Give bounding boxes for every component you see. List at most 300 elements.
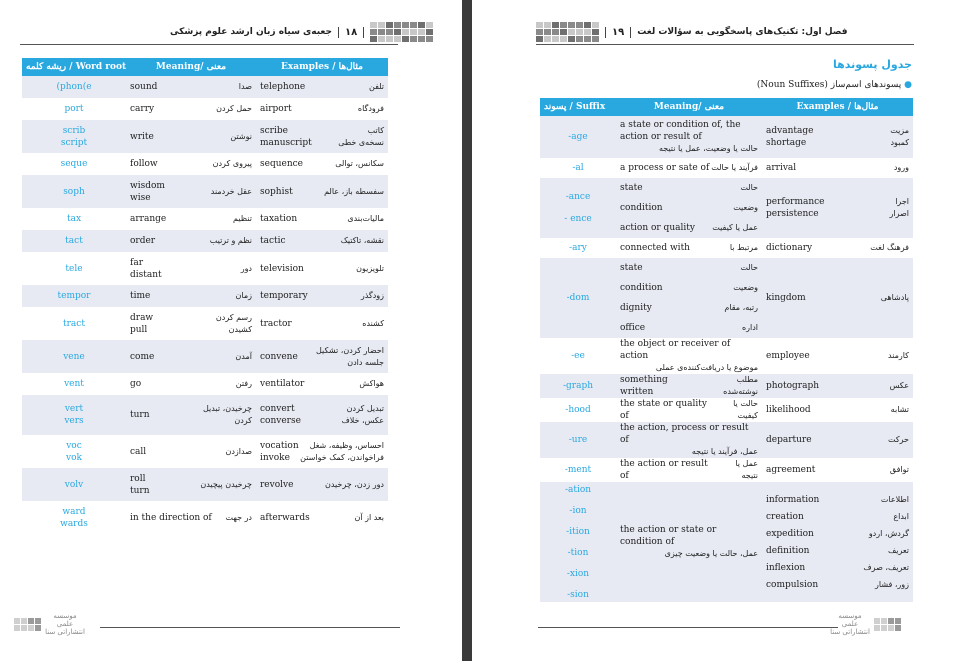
root-stack xyxy=(26,81,122,93)
meaning-fa-text: حمل کردن xyxy=(216,104,252,113)
example-content xyxy=(766,162,909,174)
meaning-fa-text: پیروی کردن xyxy=(212,159,252,168)
suffix-text: -ance xyxy=(565,192,591,202)
meaning-en-text: carry xyxy=(130,104,155,114)
section-title: جدول پسوندها xyxy=(833,58,912,71)
table-row xyxy=(22,120,388,153)
example-en-text: tractor xyxy=(260,318,292,329)
example-en xyxy=(766,292,806,304)
meaning-content xyxy=(130,257,252,281)
example-fa-text: تلویزیون xyxy=(356,263,384,273)
root-cell xyxy=(22,307,126,340)
root-text: vert xyxy=(64,404,84,414)
example-en-text: definition xyxy=(766,545,810,556)
example-en-text: afterwards xyxy=(260,512,310,523)
example-fa-text: فرودگاه xyxy=(357,104,384,113)
example-en xyxy=(260,186,293,198)
example-en-text: agreement xyxy=(766,465,816,475)
suffix-text: -tion xyxy=(567,547,589,558)
root-stack xyxy=(26,440,122,464)
suffix-cell xyxy=(540,374,616,398)
suffix-text: -ation xyxy=(564,484,592,495)
meaning-fa-text: مرتبط با xyxy=(729,243,758,252)
example-content xyxy=(766,242,909,254)
root-text: ward xyxy=(62,506,86,517)
col-header-examples: Examples / مثال‌ها xyxy=(256,58,388,76)
example-en-text: vocation xyxy=(260,440,299,451)
example-fa-text: احضار کردن، تشکیل جلسه دادن xyxy=(316,345,384,367)
example-en-text: shortage xyxy=(766,138,807,148)
publisher-logo: موسسه علمی انتشاراتی سنا xyxy=(830,612,870,636)
suffix-text: -age xyxy=(568,132,588,142)
example-en-text: arrival xyxy=(766,163,797,173)
suffix-text: -hood xyxy=(565,405,591,415)
meaning-fa-text: رتبه، مقام xyxy=(724,303,758,312)
example-en-text: compulsion xyxy=(766,579,819,590)
example-en-text: inflexion xyxy=(766,562,806,573)
table-row xyxy=(540,116,913,158)
root-stack xyxy=(26,351,122,363)
example-content xyxy=(260,81,384,93)
example-fa xyxy=(341,235,384,247)
meaning-en-text: state xyxy=(620,183,643,193)
example-fa-text: کاتب xyxy=(367,125,384,135)
example-cell xyxy=(762,482,913,602)
meaning-fa-text: عمل، فرآیند یا نتیجه xyxy=(691,447,758,456)
example-en-text: sophist xyxy=(260,186,293,197)
example-line xyxy=(766,494,909,506)
example-fa xyxy=(300,440,384,464)
example-en-text: manuscript xyxy=(260,137,312,148)
suffix-stack xyxy=(544,131,612,143)
root-text: wards xyxy=(60,518,88,529)
col-header-meaning: Meaning/ معنی xyxy=(126,58,256,76)
meaning-stack xyxy=(620,398,758,422)
suffix-text: -dom xyxy=(566,293,590,303)
example-cell xyxy=(762,258,913,338)
example-fa-text: کشنده xyxy=(362,318,384,328)
meaning-en-text: pull xyxy=(130,324,148,335)
example-fa xyxy=(359,378,384,390)
meaning-stack xyxy=(620,458,758,482)
meaning-cell xyxy=(126,307,256,340)
meaning-en-text: roll xyxy=(130,473,146,484)
example-fa-text: مالیات‌بندی xyxy=(347,214,384,223)
suffix-stack xyxy=(544,484,612,601)
example-en xyxy=(766,404,811,416)
example-en xyxy=(260,158,303,170)
meaning-en xyxy=(130,290,150,302)
publisher-logo: موسسه علمی انتشاراتی سنا xyxy=(45,612,85,636)
example-content xyxy=(260,125,384,149)
example-fa-text: حرکت xyxy=(887,435,909,444)
example-cell xyxy=(762,178,913,238)
example-content xyxy=(260,440,384,464)
meaning-fa-text: تنظیم xyxy=(233,214,252,223)
example-fa-text: هواکش xyxy=(359,379,384,388)
example-fa-text: عکس xyxy=(889,381,909,390)
example-fa-text: اجرا xyxy=(895,197,909,206)
meaning-stack xyxy=(620,422,758,458)
example-cell xyxy=(256,252,388,285)
example-en xyxy=(766,434,812,446)
suffix-cell xyxy=(540,482,616,602)
suffix-text: -al xyxy=(572,163,584,173)
meaning-en xyxy=(130,213,166,225)
root-stack xyxy=(26,479,122,491)
meaning-fa-text: حالت xyxy=(740,263,758,272)
example-fa xyxy=(361,290,384,302)
meaning-fa-text: چرخیدن، تبدیل کردن xyxy=(202,404,252,425)
meaning-content xyxy=(130,180,252,204)
meaning-en-text: far xyxy=(130,257,143,268)
root-cell xyxy=(22,340,126,373)
suffix-stack xyxy=(544,292,612,304)
meaning-content xyxy=(130,403,252,427)
example-en xyxy=(260,440,299,464)
footer-rule xyxy=(100,627,400,628)
example-en-text: sequence xyxy=(260,159,303,169)
example-fa xyxy=(890,380,909,392)
example-en-text: departure xyxy=(766,435,812,445)
meaning-cell xyxy=(126,395,256,435)
meaning-cell xyxy=(126,208,256,230)
example-fa xyxy=(347,213,384,225)
example-cell xyxy=(256,153,388,175)
root-cell xyxy=(22,230,126,252)
right-header-title: فصل اول: تکنیک‌های پاسخگویی به سؤالات لغت xyxy=(637,27,848,37)
example-content xyxy=(766,125,909,149)
root-cell xyxy=(22,395,126,435)
example-content xyxy=(260,512,384,524)
meaning-en-text: in the direction of xyxy=(130,512,212,523)
example-en-text: photograph xyxy=(766,381,819,391)
example-en-text: creation xyxy=(766,511,804,522)
col-header-root: ریشه کلمه / Word root xyxy=(22,58,126,76)
example-content xyxy=(260,186,384,198)
example-fa-text: تلفن xyxy=(368,82,384,91)
table-row xyxy=(22,175,388,208)
meaning-stack xyxy=(620,374,758,398)
suffix-stack xyxy=(544,434,612,446)
root-cell xyxy=(22,501,126,534)
example-en-text: likelihood xyxy=(766,405,811,415)
example-fa-text: ابداع xyxy=(893,511,909,521)
example-fa-text: فراخواندن، کمک خواستن xyxy=(300,452,384,462)
example-content xyxy=(766,196,909,220)
meaning-fa-text: عمل، حالت یا وضعیت چیزی xyxy=(664,549,758,558)
example-line xyxy=(766,579,909,591)
right-page xyxy=(472,0,954,661)
meaning-en xyxy=(130,378,141,390)
meaning-line xyxy=(620,458,758,482)
root-text: tempor xyxy=(57,291,91,301)
meaning-cell xyxy=(126,230,256,252)
example-en xyxy=(766,380,819,392)
example-content xyxy=(766,434,909,446)
example-en xyxy=(766,350,810,362)
table-row xyxy=(540,422,913,458)
meaning-cell xyxy=(616,482,762,602)
noun-suffix-table xyxy=(540,98,913,602)
meaning-en-text: wise xyxy=(130,192,151,203)
meaning-line xyxy=(620,162,758,174)
example-fa xyxy=(324,186,384,198)
meaning-cell xyxy=(126,252,256,285)
meaning-stack xyxy=(620,262,758,334)
col-header-meaning: Meaning/ معنی xyxy=(616,98,762,116)
root-text: voc xyxy=(66,440,82,451)
root-text: vene xyxy=(63,351,85,362)
example-fa-text: کارمند xyxy=(887,351,909,360)
meaning-en xyxy=(130,409,150,421)
example-fa xyxy=(888,434,909,446)
meaning-en xyxy=(130,103,154,115)
root-cell xyxy=(22,175,126,208)
suffix-cell xyxy=(540,258,616,338)
example-en xyxy=(766,125,813,149)
meaning-en-text: wisdom xyxy=(130,180,165,191)
example-fa xyxy=(335,158,384,170)
table-row xyxy=(540,458,913,482)
root-cell xyxy=(22,252,126,285)
table-row xyxy=(540,258,913,338)
root-text: tact xyxy=(65,236,83,246)
table-row xyxy=(22,435,388,468)
meaning-en-text: go xyxy=(130,379,142,389)
meaning-cell xyxy=(616,398,762,422)
meaning-en-text: a process or sate of xyxy=(620,163,710,173)
meaning-fa-text: صدا xyxy=(238,82,252,91)
example-en-text: converse xyxy=(260,416,301,426)
table-row xyxy=(22,340,388,373)
example-fa-text: زودگذر xyxy=(360,291,384,300)
meaning-content xyxy=(130,103,252,115)
table-row xyxy=(540,374,913,398)
meaning-cell xyxy=(616,258,762,338)
root-stack xyxy=(26,213,122,225)
subtitle-text: پسوندهای اسم‌ساز (Noun Suffixes) xyxy=(756,80,902,90)
example-content xyxy=(260,345,384,369)
example-en xyxy=(260,263,304,275)
meaning-en-text: dignity xyxy=(620,303,652,313)
example-en-text: tactic xyxy=(260,236,286,246)
table-row xyxy=(22,501,388,534)
right-footer xyxy=(830,612,901,636)
root-cell xyxy=(22,468,126,501)
meaning-fa-text: عمل یا کیفیت xyxy=(712,223,758,232)
suffix-text: -ee xyxy=(571,351,585,361)
root-stack xyxy=(26,506,122,530)
example-fa-text: تبدیل کردن xyxy=(346,404,384,413)
meaning-en-text: distant xyxy=(130,269,162,280)
meaning-content xyxy=(130,446,252,458)
example-content xyxy=(766,464,909,476)
meaning-fa-text: نوشتن xyxy=(230,131,252,141)
example-fa xyxy=(341,403,384,427)
suffix-stack xyxy=(544,242,612,254)
word-root-table xyxy=(22,58,388,534)
suffix-text: -sion xyxy=(567,589,589,600)
table-row xyxy=(22,373,388,395)
suffix-stack xyxy=(544,191,612,225)
suffix-stack xyxy=(544,464,612,476)
meaning-cell xyxy=(126,175,256,208)
example-fa-text: پادشاهی xyxy=(880,293,909,302)
example-en xyxy=(260,479,293,491)
example-line xyxy=(766,511,909,523)
meaning-en-text: call xyxy=(130,446,147,457)
meaning-cell xyxy=(126,373,256,395)
meaning-en-text: order xyxy=(130,236,156,246)
root-text: volv xyxy=(64,479,84,490)
example-cell xyxy=(256,340,388,373)
example-cell xyxy=(256,395,388,435)
example-cell xyxy=(762,238,913,258)
footer-pattern xyxy=(14,618,41,631)
root-stack xyxy=(26,103,122,115)
meaning-en-text: something written xyxy=(620,375,668,397)
root-text: port xyxy=(64,104,84,114)
meaning-fa-text: مطلب نوشته‌شده xyxy=(723,375,758,396)
meaning-fa-text: در جهت xyxy=(225,512,252,522)
table-row xyxy=(540,338,913,374)
example-en xyxy=(260,235,286,247)
example-cell xyxy=(256,98,388,120)
root-text: tax xyxy=(66,214,82,224)
example-line xyxy=(766,528,909,540)
example-content xyxy=(260,103,384,115)
example-content xyxy=(260,263,384,275)
example-fa-text: اصرار xyxy=(889,209,909,218)
example-content xyxy=(766,292,909,304)
example-fa-text: توافق xyxy=(889,465,909,474)
suffix-text: -ition xyxy=(566,526,590,537)
meaning-line xyxy=(620,222,758,234)
meaning-en-text: arrange xyxy=(130,214,167,224)
table-row xyxy=(22,252,388,285)
example-cell xyxy=(256,373,388,395)
meaning-en xyxy=(130,351,154,363)
example-fa xyxy=(870,242,909,254)
example-en-text: kingdom xyxy=(766,293,806,303)
meaning-fa-text: وضعیت xyxy=(733,203,758,212)
meaning-content xyxy=(130,131,252,143)
meaning-fa-text: آمدن xyxy=(235,351,252,361)
example-en-text: revolve xyxy=(260,479,294,490)
example-fa xyxy=(358,103,384,115)
meaning-content xyxy=(130,235,252,247)
example-fa-text: سکانس، توالی xyxy=(335,159,384,168)
example-cell xyxy=(762,422,913,458)
example-en-text: scribe xyxy=(260,125,288,136)
meaning-line xyxy=(620,182,758,194)
table-row xyxy=(22,468,388,501)
example-fa xyxy=(894,162,909,174)
meaning-cell xyxy=(126,98,256,120)
meaning-fa-text: رسم کردن کشیدن xyxy=(215,312,252,334)
example-cell xyxy=(256,307,388,340)
meaning-fa-text: زمان xyxy=(235,291,252,300)
example-fa xyxy=(338,125,384,149)
meaning-fa-text: حالت یا کیفیت xyxy=(733,399,758,420)
suffix-cell xyxy=(540,422,616,458)
suffix-cell xyxy=(540,116,616,158)
example-fa xyxy=(889,196,909,220)
meaning-content xyxy=(130,213,252,225)
example-cell xyxy=(762,398,913,422)
table-row xyxy=(22,307,388,340)
meaning-cell xyxy=(616,238,762,258)
meaning-fa-text: دور xyxy=(240,263,252,273)
example-fa-text: بعد از آن xyxy=(354,512,384,522)
root-text: (phon(e xyxy=(56,82,92,92)
meaning-content xyxy=(130,312,252,336)
example-line xyxy=(766,545,909,557)
table-row xyxy=(22,98,388,120)
meaning-en-text: draw xyxy=(130,312,154,323)
meaning-line xyxy=(620,302,758,314)
meaning-cell xyxy=(126,153,256,175)
suffix-cell xyxy=(540,178,616,238)
example-content xyxy=(766,404,909,416)
root-stack xyxy=(26,235,122,247)
meaning-fa-text: رفتن xyxy=(235,379,252,388)
root-stack xyxy=(26,186,122,198)
meaning-en xyxy=(130,131,154,143)
example-en xyxy=(260,125,312,149)
meaning-line xyxy=(620,262,758,274)
meaning-en-text: sound xyxy=(130,82,158,92)
meaning-cell xyxy=(126,76,256,98)
table-row xyxy=(540,178,913,238)
meaning-en-text: the action or result of xyxy=(620,459,708,481)
example-en xyxy=(260,378,304,390)
example-fa-text: نقشه، تاکتیک xyxy=(340,236,384,245)
suffix-text: -ary xyxy=(569,243,587,253)
root-cell xyxy=(22,373,126,395)
suffix-cell xyxy=(540,398,616,422)
suffix-cell xyxy=(540,158,616,178)
meaning-fa-text: صدازدن xyxy=(225,446,252,456)
example-en xyxy=(766,464,815,476)
example-cell xyxy=(256,76,388,98)
example-cell xyxy=(762,458,913,482)
root-text: script xyxy=(60,137,88,148)
meaning-cell xyxy=(126,340,256,373)
example-line xyxy=(766,562,909,574)
meaning-content xyxy=(130,351,252,363)
example-fa xyxy=(325,479,384,491)
meaning-fa-text: چرخیدن پیچیدن xyxy=(200,479,252,489)
root-cell xyxy=(22,76,126,98)
root-stack xyxy=(26,378,122,390)
meaning-en xyxy=(130,235,155,247)
example-content xyxy=(260,378,384,390)
example-cell xyxy=(762,338,913,374)
meaning-cell xyxy=(616,374,762,398)
meaning-fa-text: نظم و ترتیب xyxy=(209,236,252,245)
root-stack xyxy=(26,318,122,330)
example-en-text: employee xyxy=(766,351,810,361)
suffix-cell xyxy=(540,238,616,258)
root-text: tele xyxy=(65,263,83,274)
example-cell xyxy=(256,468,388,501)
meaning-en-text: turn xyxy=(130,485,150,496)
root-text: tract xyxy=(63,318,85,329)
meaning-cell xyxy=(616,338,762,374)
meaning-line xyxy=(620,398,758,422)
